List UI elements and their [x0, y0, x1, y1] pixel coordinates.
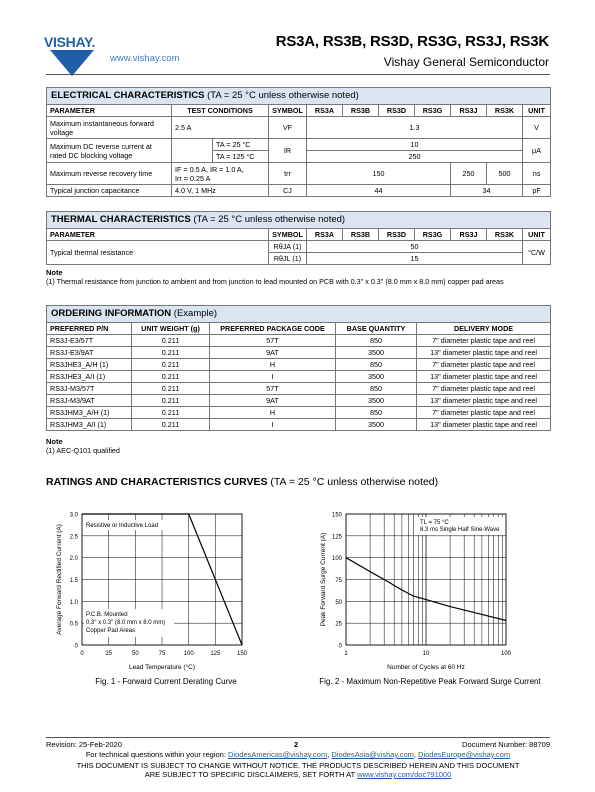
- ordering-note-text: (1) AEC-Q101 qualified: [46, 446, 120, 455]
- elec-unit-cj: pF: [523, 185, 551, 197]
- disclaimer-link[interactable]: www.vishay.com/doc?91000: [357, 770, 452, 779]
- ordering-cell: 850: [336, 407, 417, 419]
- chart-forward-current-derating: [52, 508, 262, 673]
- ordering-cell: RS3J-M3/57T: [47, 383, 132, 395]
- ordering-cell: 0.211: [132, 419, 210, 431]
- ordering-cell: 850: [336, 359, 417, 371]
- x-axis-label: Lead Temperature (°C): [128, 664, 196, 671]
- elec-cond-vf: 2.5 A: [172, 117, 269, 139]
- x-tick-label: 150: [236, 651, 248, 657]
- ordering-cell: I: [210, 419, 336, 431]
- elec-cond-cj: 4.0 V, 1 MHz: [172, 185, 269, 197]
- elec-header-rs3b: RS3B: [343, 105, 379, 117]
- x-tick-label: 50: [131, 651, 139, 657]
- ordering-cell: 7" diameter plastic tape and reel: [417, 407, 551, 419]
- elec-header-rs3a: RS3A: [307, 105, 343, 117]
- elec-val-trr-500: 500: [487, 163, 523, 185]
- y-tick-label: 2.0: [69, 556, 78, 563]
- thermal-val-rjl: 15: [307, 253, 523, 265]
- ordering-information-table: [46, 305, 551, 431]
- footer-line1: [46, 740, 550, 749]
- ordering-cell: 0.211: [132, 359, 210, 371]
- ordering-cell: 57T: [210, 335, 336, 347]
- y-tick-label: 0: [74, 643, 78, 650]
- ordering-cell: 9AT: [210, 395, 336, 407]
- thermal-header-rs3k: RS3K: [487, 229, 523, 241]
- logo-triangle-icon: [44, 26, 108, 78]
- ordering-cell: 57T: [210, 383, 336, 395]
- ordering-header-weight: UNIT WEIGHT (g): [132, 323, 210, 335]
- x-tick-label: 125: [210, 651, 221, 657]
- elec-param-cj: Typical junction capacitance: [47, 185, 172, 197]
- annotation-text: 8.3 ms Single Half Sine-Wave: [420, 527, 500, 533]
- email-europe-link[interactable]: DiodesEurope@vishay.com: [418, 750, 511, 759]
- y-tick-label: 2.5: [69, 534, 78, 541]
- elec-unit-vf: V: [523, 117, 551, 139]
- chart-peak-surge-current: [316, 508, 526, 673]
- curves-title: RATINGS AND CHARACTERISTICS CURVES (TA = 25 °C unless otherwise noted): [46, 476, 439, 488]
- ordering-row: [47, 359, 551, 371]
- thermal-notes: [46, 268, 550, 286]
- y-tick-label: 3.0: [69, 512, 78, 519]
- page-title: RS3A, RS3B, RS3D, RS3G, RS3J, RS3K: [275, 33, 549, 50]
- ordering-cell: 7" diameter plastic tape and reel: [417, 335, 551, 347]
- header-rule: [46, 74, 550, 75]
- elec-param-vf: Maximum instantaneous forward voltage: [47, 117, 172, 139]
- y-tick-label: 125: [331, 534, 342, 541]
- x-tick-label: 100: [500, 651, 512, 657]
- ordering-row: [47, 395, 551, 407]
- annotation-text: TL = 75 °C: [420, 520, 449, 526]
- ordering-cell: I: [210, 371, 336, 383]
- y-tick-label: 75: [335, 578, 342, 584]
- page-subtitle: Vishay General Semiconductor: [383, 55, 549, 69]
- ordering-caption: ORDERING INFORMATION (Example): [47, 306, 551, 323]
- elec-caption: ELECTRICAL CHARACTERISTICS (TA = 25 °C unless otherwise noted): [47, 88, 551, 105]
- ordering-cell: 3500: [336, 419, 417, 431]
- elec-unit-trr: ns: [523, 163, 551, 185]
- thermal-header-rs3j: RS3J: [451, 229, 487, 241]
- ordering-cell: 3500: [336, 371, 417, 383]
- thermal-header-rs3d: RS3D: [379, 229, 415, 241]
- logo-text: VISHAY.: [44, 34, 96, 50]
- footer-disclaimer1: THIS DOCUMENT IS SUBJECT TO CHANGE WITHOUT NOTICE. THE PRODUCTS DESCRIBED HEREIN AND THIS DOCUMENT: [76, 761, 520, 770]
- ordering-header-delivery: DELIVERY MODE: [417, 323, 551, 335]
- footer-revision: Revision: 25-Feb-2020: [46, 740, 122, 749]
- elec-param-trr: Maximum reverse recovery time: [47, 163, 172, 185]
- y-axis-label: Peak Forward Surge Current (A): [320, 532, 327, 627]
- footer-page: 2: [294, 740, 299, 749]
- thermal-unit: °C/W: [523, 241, 551, 265]
- elec-header-rs3g: RS3G: [415, 105, 451, 117]
- ordering-cell: 7" diameter plastic tape and reel: [417, 383, 551, 395]
- ordering-cell: 3500: [336, 395, 417, 407]
- elec-header-symbol: SYMBOL: [269, 105, 307, 117]
- y-tick-label: 100: [331, 556, 342, 563]
- elec-sym-ir: IR: [269, 139, 307, 163]
- elec-cond-ir-125: TA = 125 °C: [213, 151, 269, 163]
- thermal-header-rs3g: RS3G: [415, 229, 451, 241]
- ordering-cell: 0.211: [132, 371, 210, 383]
- y-tick-label: 50: [335, 599, 342, 606]
- ordering-row: [47, 383, 551, 395]
- ordering-cell: 13" diameter plastic tape and reel: [417, 419, 551, 431]
- ordering-cell: 9AT: [210, 347, 336, 359]
- x-tick-label: 75: [158, 651, 166, 657]
- elec-val-trr-150: 150: [307, 163, 451, 185]
- x-axis-label: Number of Cycles at 60 Hz: [387, 664, 465, 671]
- x-tick-label: 1: [344, 651, 348, 657]
- ordering-cell: 0.211: [132, 335, 210, 347]
- annotation-text: P.C.B. Mounted: [86, 612, 128, 618]
- ordering-cell: 0.211: [132, 395, 210, 407]
- y-tick-label: 1.0: [69, 599, 78, 606]
- vishay-url[interactable]: www.vishay.com: [110, 53, 180, 64]
- elec-cond-trr: IF = 0.5 A, IR = 1.0 A, Irr = 0.25 A: [172, 163, 269, 185]
- x-tick-label: 25: [105, 651, 113, 657]
- ordering-header-pn: PREFERRED P/N: [47, 323, 132, 335]
- thermal-param: Typical thermal resistance: [47, 241, 269, 265]
- thermal-val-rja: 50: [307, 241, 523, 253]
- annotation-text: Copper Pad Areas: [86, 628, 136, 634]
- ordering-row: [47, 419, 551, 431]
- ordering-header-package: PREFERRED PACKAGE CODE: [210, 323, 336, 335]
- elec-header-rs3d: RS3D: [379, 105, 415, 117]
- ordering-cell: 0.211: [132, 347, 210, 359]
- thermal-header-unit: UNIT: [523, 229, 551, 241]
- elec-val-ir-25: 10: [307, 139, 523, 151]
- ordering-cell: RS3JHE3_A/H (1): [47, 359, 132, 371]
- ordering-note-title: Note: [46, 437, 63, 446]
- y-axis-label: Average Forward Rectified Current (A): [56, 524, 63, 635]
- thermal-header-rs3a: RS3A: [307, 229, 343, 241]
- ordering-cell: RS3J-E3/9AT: [47, 347, 132, 359]
- ordering-row: [47, 347, 551, 359]
- thermal-sym-rjl: RθJL (1): [269, 253, 307, 265]
- thermal-header-symbol: SYMBOL: [269, 229, 307, 241]
- ordering-notes: [46, 437, 550, 455]
- x-tick-label: 0: [80, 651, 84, 657]
- ordering-cell: H: [210, 359, 336, 371]
- footer-disclaimer2: ARE SUBJECT TO SPECIFIC DISCLAIMERS, SET FORTH AT www.vishay.com/doc?91000: [144, 770, 452, 779]
- ordering-cell: RS3J-M3/9AT: [47, 395, 132, 407]
- annotation-text: Resistive or Inductive Load: [86, 523, 159, 529]
- footer-support: For technical questions within your region: DiodesAmericas@vishay.com, DiodesAsia@vishay.com, DiodesEurope@vishay.com: [85, 750, 511, 759]
- elec-val-trr-250: 250: [451, 163, 487, 185]
- ordering-row: [47, 407, 551, 419]
- ordering-cell: RS3JHM3_A/H (1): [47, 407, 132, 419]
- y-tick-label: 1.5: [69, 578, 78, 584]
- elec-param-ir: Maximum DC reverse current at rated DC blocking voltage: [47, 139, 172, 163]
- thermal-header-rs3b: RS3B: [343, 229, 379, 241]
- ordering-cell: 850: [336, 335, 417, 347]
- elec-sym-cj: CJ: [269, 185, 307, 197]
- ordering-cell: 13" diameter plastic tape and reel: [417, 371, 551, 383]
- email-asia-link[interactable]: DiodesAsia@vishay.com: [331, 750, 414, 759]
- electrical-characteristics-table: [46, 87, 551, 197]
- elec-header-rs3k: RS3K: [487, 105, 523, 117]
- y-tick-label: 0.5: [69, 621, 78, 628]
- ordering-row: [47, 371, 551, 383]
- fig1-caption: Fig. 1 - Forward Current Derating Curve: [95, 677, 237, 686]
- y-tick-label: 0: [338, 643, 342, 650]
- ordering-cell: 13" diameter plastic tape and reel: [417, 347, 551, 359]
- ordering-cell: RS3J-E3/57T: [47, 335, 132, 347]
- thermal-header-parameter: PARAMETER: [47, 229, 269, 241]
- elec-header-unit: UNIT: [523, 105, 551, 117]
- ordering-rows: [47, 335, 551, 431]
- thermal-characteristics-table: [46, 211, 551, 265]
- elec-header-parameter: PARAMETER: [47, 105, 172, 117]
- ordering-cell: 7" diameter plastic tape and reel: [417, 359, 551, 371]
- elec-header-conditions: TEST CONDITIONS: [172, 105, 269, 117]
- ordering-row: [47, 335, 551, 347]
- elec-cond-ir-25: TA = 25 °C: [213, 139, 269, 151]
- elec-val-cj-44: 44: [307, 185, 451, 197]
- y-tick-label: 150: [331, 512, 342, 519]
- elec-val-ir-125: 250: [307, 151, 523, 163]
- footer-docnum: Document Number: 88709: [462, 740, 550, 749]
- email-americas-link[interactable]: DiodesAmericas@vishay.com: [228, 750, 328, 759]
- thermal-caption: THERMAL CHARACTERISTICS (TA = 25 °C unless otherwise noted): [47, 212, 551, 229]
- elec-val-cj-34: 34: [451, 185, 523, 197]
- ordering-cell: 3500: [336, 347, 417, 359]
- x-tick-label: 100: [183, 651, 194, 657]
- thermal-note-title: Note: [46, 268, 63, 277]
- elec-sym-vf: VF: [269, 117, 307, 139]
- ordering-cell: 0.211: [132, 407, 210, 419]
- vishay-logo: [44, 26, 108, 78]
- ordering-cell: H: [210, 407, 336, 419]
- elec-val-vf: 1.3: [307, 117, 523, 139]
- x-tick-label: 10: [422, 651, 430, 657]
- ordering-header-quantity: BASE QUANTITY: [336, 323, 417, 335]
- elec-sym-trr: trr: [269, 163, 307, 185]
- annotation-text: 0.3" x 0.3" (8.0 mm x 8.0 mm): [86, 620, 166, 626]
- ordering-cell: 0.211: [132, 383, 210, 395]
- y-tick-label: 25: [335, 621, 342, 628]
- elec-unit-ir: μA: [523, 139, 551, 163]
- fig2-caption: Fig. 2 - Maximum Non-Repetitive Peak Forward Surge Current: [319, 677, 541, 686]
- ordering-cell: RS3JHE3_A/I (1): [47, 371, 132, 383]
- ordering-cell: RS3JHM3_A/I (1): [47, 419, 132, 431]
- ordering-cell: 850: [336, 383, 417, 395]
- elec-header-rs3j: RS3J: [451, 105, 487, 117]
- thermal-note-text: (1) Thermal resistance from junction to ambient and from junction to lead mounted on PCB with 0.3" x 0.3" (8.0 mm x 8.0 mm) copper pad areas: [46, 277, 504, 286]
- footer-rule: [46, 737, 550, 738]
- thermal-sym-rja: RθJA (1): [269, 241, 307, 253]
- ordering-cell: 13" diameter plastic tape and reel: [417, 395, 551, 407]
